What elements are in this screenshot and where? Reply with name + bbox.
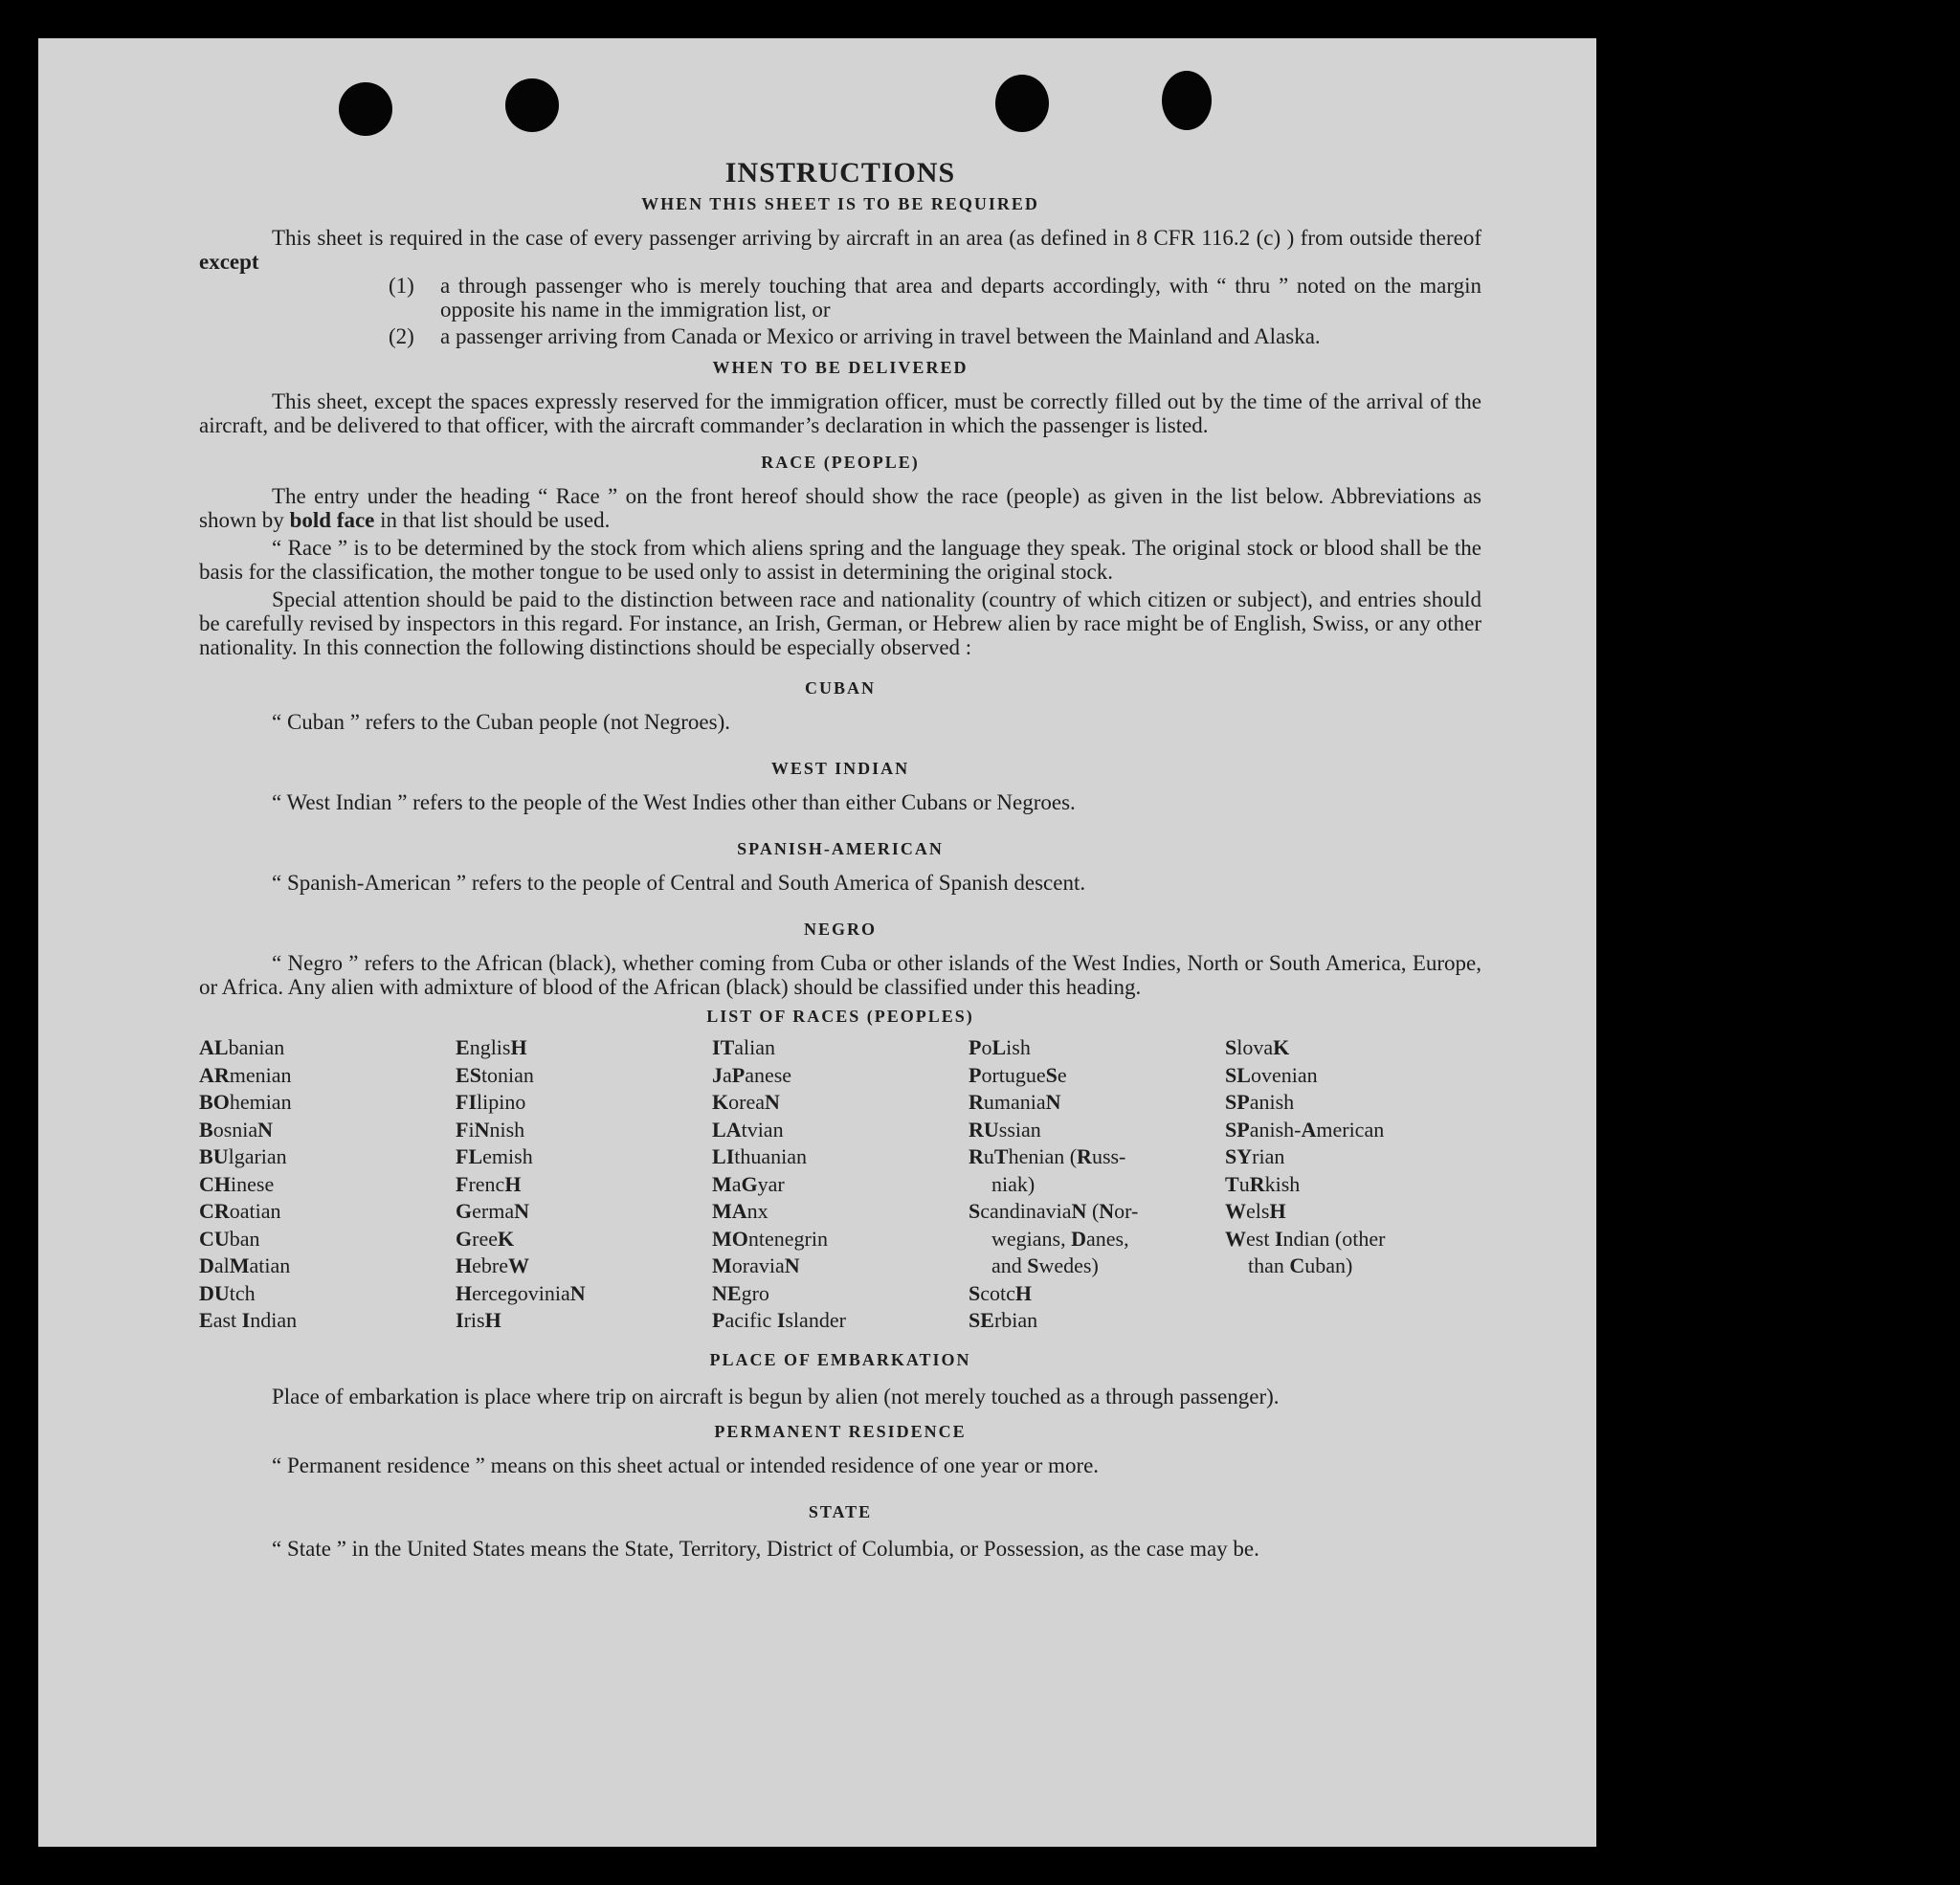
heading-spanish-american: SPANISH-AMERICAN bbox=[737, 839, 944, 858]
race-item: MAnx bbox=[712, 1199, 768, 1223]
race-column-1 bbox=[199, 1034, 456, 1335]
race-item: CRoatian bbox=[199, 1199, 281, 1223]
race-item: niak) bbox=[991, 1171, 1036, 1196]
paragraph-embarkation: Place of embarkation is place where trip on aircraft is begun by alien (not merely touched as a through passenger). bbox=[272, 1384, 1280, 1408]
race-item: ScandinaviaN (Nor- bbox=[969, 1199, 1139, 1223]
paragraph-race-1: The entry under the heading “ Race ” on the front hereof should show the race (people) as given in the list below. Abbreviations as shown by bold face in that list should be used. bbox=[199, 484, 1481, 532]
race-item: West Indian (other bbox=[1225, 1226, 1386, 1251]
race-item: KoreaN bbox=[712, 1090, 780, 1114]
race-item: ScotcH bbox=[969, 1280, 1033, 1305]
race-item: GermaN bbox=[456, 1199, 529, 1223]
list-item: (1) a through passenger who is merely touching that area and departs accordingly, with “ thru ” noted on the margin opposite his name in the immigration list, or bbox=[389, 274, 1481, 322]
race-item: DUtch bbox=[199, 1280, 256, 1305]
heading-embarkation: PLACE OF EMBARKATION bbox=[709, 1349, 971, 1369]
race-column-3 bbox=[712, 1034, 969, 1335]
race-item: CHinese bbox=[199, 1171, 275, 1196]
race-item: than Cuban) bbox=[1248, 1253, 1353, 1277]
page-title: INSTRUCTIONS bbox=[724, 157, 956, 188]
race-item: ARmenian bbox=[199, 1062, 292, 1087]
race-item: NEgro bbox=[712, 1280, 769, 1305]
paragraph-west-indian: “ West Indian ” refers to the people of the West Indies other than either Cubans or Negroes. bbox=[272, 790, 1076, 814]
heading-race: RACE (PEOPLE) bbox=[761, 453, 920, 472]
race-item: RuThenian (Russ- bbox=[969, 1144, 1126, 1168]
race-item: FLemish bbox=[456, 1144, 533, 1168]
race-item: PortugueSe bbox=[969, 1062, 1067, 1087]
race-item: EStonian bbox=[456, 1062, 534, 1087]
race-item: PoLish bbox=[969, 1035, 1031, 1059]
heading-cuban: CUBAN bbox=[804, 678, 876, 698]
paragraph-spanish-american: “ Spanish-American ” refers to the people of Central and South America of Spanish descent. bbox=[272, 871, 1086, 895]
race-item: RUssian bbox=[969, 1117, 1041, 1142]
race-item: JaPanese bbox=[712, 1062, 792, 1087]
heading-west-indian: WEST INDIAN bbox=[770, 759, 910, 778]
paragraph-cuban: “ Cuban ” refers to the Cuban people (not Negroes). bbox=[272, 710, 731, 734]
race-item: SPanish bbox=[1225, 1090, 1295, 1114]
race-list bbox=[199, 1034, 1481, 1335]
race-item: Pacific Islander bbox=[712, 1308, 846, 1332]
heading-state: STATE bbox=[808, 1501, 873, 1521]
paragraph-race-3: Special attention should be paid to the distinction between race and nationality (country of which citizen or subject), and entries should be carefully revised by inspectors in this regard. For instance, an Irish, German, or Hebrew alien by race might be of English, Swiss, or any other nationality. In this connection the following distinctions should be especially observed : bbox=[199, 588, 1481, 659]
race-item: SErbian bbox=[969, 1308, 1038, 1332]
race-item: East Indian bbox=[199, 1308, 298, 1332]
race-item: FrencH bbox=[456, 1171, 522, 1196]
race-item: CUban bbox=[199, 1226, 260, 1251]
race-item: MoraviaN bbox=[712, 1253, 800, 1277]
race-item: LIthuanian bbox=[712, 1144, 808, 1168]
paragraph-state: “ State ” in the United States means the State, Territory, District of Columbia, or Possession, as the case may be. bbox=[272, 1536, 1259, 1561]
race-item: SlovaK bbox=[1225, 1035, 1290, 1059]
paragraph-delivered: This sheet, except the spaces expressly reserved for the immigration officer, must be correctly filled out by the time of the arrival of the aircraft, and be delivered to that officer, with the aircraft commander’s declaration in which the passenger is listed. bbox=[199, 389, 1481, 437]
document-sheet bbox=[38, 38, 1596, 1847]
punch-hole bbox=[1162, 71, 1212, 130]
race-item: EnglisH bbox=[456, 1035, 527, 1059]
race-item: FiNnish bbox=[456, 1117, 525, 1142]
race-item: ITalian bbox=[712, 1035, 776, 1059]
race-column-2 bbox=[456, 1034, 712, 1335]
race-item: IrisH bbox=[456, 1308, 501, 1332]
punch-hole bbox=[339, 82, 392, 136]
race-item: MaGyar bbox=[712, 1171, 785, 1196]
race-item: TuRkish bbox=[1225, 1171, 1301, 1196]
race-item: HebreW bbox=[456, 1253, 529, 1277]
heading-negro: NEGRO bbox=[803, 920, 877, 939]
race-item: WelsH bbox=[1225, 1199, 1286, 1223]
race-item: HercegoviniaN bbox=[456, 1280, 586, 1305]
race-item: FIlipino bbox=[456, 1090, 526, 1114]
list-item: (2) a passenger arriving from Canada or Mexico or arriving in travel between the Mainland and Alaska. bbox=[389, 324, 1321, 348]
paragraph-negro: “ Negro ” refers to the African (black), whether coming from Cuba or other islands of the West Indies, North or South America, Europe, or Africa. Any alien with admixture of blood of the African (black) should be classified under this heading. bbox=[199, 951, 1481, 999]
race-item: SPanish-American bbox=[1225, 1117, 1385, 1142]
race-item: wegians, Danes, bbox=[991, 1226, 1129, 1251]
race-item: GreeK bbox=[456, 1226, 515, 1251]
race-item: LAtvian bbox=[712, 1117, 784, 1142]
race-item: BosniaN bbox=[199, 1117, 274, 1142]
race-column-5 bbox=[1225, 1034, 1481, 1335]
race-item: DalMatian bbox=[199, 1253, 291, 1277]
heading-list-of-races: LIST OF RACES (PEOPLES) bbox=[706, 1007, 974, 1026]
paragraph-permanent-residence: “ Permanent residence ” means on this sheet actual or intended residence of one year or more. bbox=[272, 1453, 1100, 1477]
race-item: and Swedes) bbox=[991, 1253, 1099, 1277]
punch-hole bbox=[995, 75, 1049, 132]
race-item: BUlgarian bbox=[199, 1144, 287, 1168]
heading-delivered: WHEN TO BE DELIVERED bbox=[712, 358, 969, 377]
race-item: SYrian bbox=[1225, 1144, 1285, 1168]
paragraph-race-2: “ Race ” is to be determined by the stock from which aliens spring and the language they speak. The original stock or blood shall be the basis for the classification, the mother tongue to be used only to assist in determining the original stock. bbox=[199, 536, 1481, 584]
paragraph-required: This sheet is required in the case of every passenger arriving by aircraft in an area (as defined in 8 CFR 116.2 (c) ) from outside thereof except bbox=[199, 226, 1481, 274]
punch-hole bbox=[505, 78, 559, 132]
race-item: RumaniaN bbox=[969, 1090, 1061, 1114]
race-column-4 bbox=[969, 1034, 1225, 1335]
race-item: BOhemian bbox=[199, 1090, 292, 1114]
instructions-content bbox=[199, 157, 1481, 1564]
race-item: ALbanian bbox=[199, 1035, 285, 1059]
race-item: SLovenian bbox=[1225, 1062, 1318, 1087]
race-item: MOntenegrin bbox=[712, 1226, 828, 1251]
heading-permanent-residence: PERMANENT RESIDENCE bbox=[714, 1421, 967, 1441]
heading-required: WHEN THIS SHEET IS TO BE REQUIRED bbox=[641, 194, 1039, 213]
